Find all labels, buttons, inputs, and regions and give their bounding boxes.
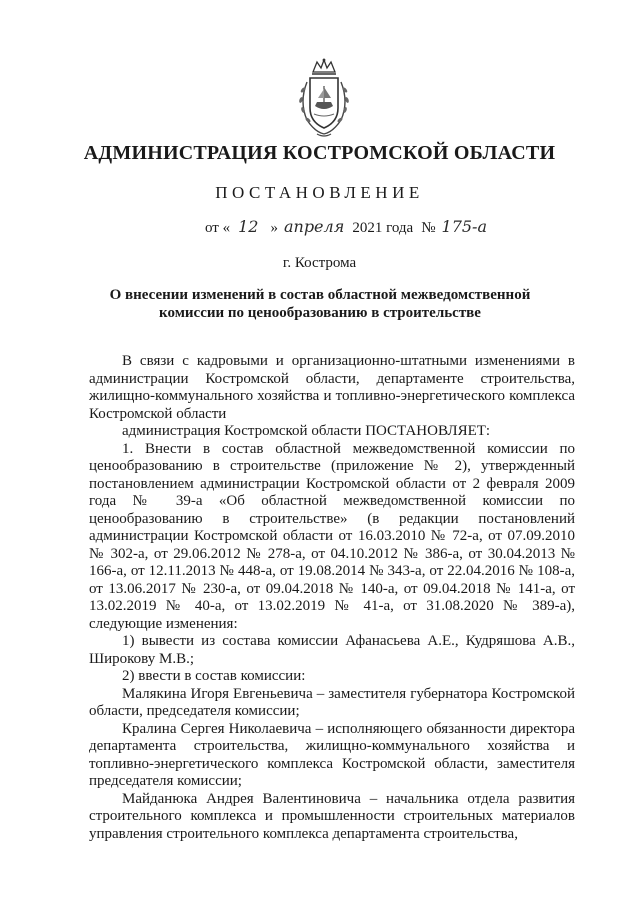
paragraph-subitem-2: 2) ввести в состав комиссии: (122, 668, 306, 684)
coat-of-arms-icon (293, 58, 355, 140)
date-year: 2021 года (352, 220, 414, 236)
date-prefix: от « (205, 220, 231, 236)
organization-title: АДМИНИСТРАЦИЯ КОСТРОМСКОЙ ОБЛАСТИ (83, 142, 556, 164)
city: г. Кострома (282, 255, 357, 271)
date-day-handwritten: 12 (238, 217, 259, 236)
document-number-handwritten: 175-а (441, 217, 487, 236)
paragraph-item-1: 1. Внести в состав областной межведомственной комиссии по ценообразованию в строительстве (приложение № 2), утвержденный постановлением администрации Костромской области от 2 февраля 2009 года № 39-а «Об областной межведомственной комиссии по ценообразованию в строительстве» (в редакции постановлений администрации Костромской области от 16.03.2010 № 72-а, от 07.09.2010 № 302-а, от 29.06.2012 № 278-а, от 04.10.2012 № 386-а, от 30.04.2013 № 166-а, от 12.11.2013 № 448-а, от 19.08.2014 № 343-а, от 22.04.2016 № 108-а, от 13.06.2017 № 230-а, от 09.04.2018 № 140-а, от 09.04.2018 № 141-а, от 13.02.2019 № 40-а, от 13.02.2019 № 41-а, от 31.08.2020 № 389-а), следующие изменения: (89, 440, 575, 632)
document-subject (100, 286, 540, 322)
paragraph-member-malyakin: Малякина Игоря Евгеньевича – заместителя губернатора Костромской области, председателя комиссии; (89, 685, 575, 719)
paragraph-resolves: администрация Костромской области ПОСТАНОВЛЯЕТ: (122, 423, 491, 439)
document-type: ПОСТАНОВЛЕНИЕ (215, 183, 424, 202)
paragraph-member-kralin: Кралина Сергея Николаевича – исполняющего обязанности директора департамента строительства, жилищно-коммунального хозяйства и топливно-энергетического комплекса Костромской области, заместителя председателя комиссии; (89, 720, 575, 789)
subject-line-2: комиссии по ценообразованию в строительстве (159, 305, 481, 321)
date-month-handwritten: апреля (283, 217, 345, 236)
date-mid: » (270, 220, 278, 236)
number-sign: № (421, 220, 436, 236)
paragraph-subitem-1: 1) вывести из состава комиссии Афанасьева А.Е., Кудряшова А.В., Широкову М.В.; (89, 633, 575, 667)
subject-line-1: О внесении изменений в состав областной межведомственной (109, 287, 531, 303)
paragraph-preamble: В связи с кадровыми и организационно-штатными изменениями в администрации Костромской области, департаменте строительства, жилищно-коммунального хозяйства и топливно-энергетического комплекса Костромской области (89, 353, 575, 422)
document-body (89, 353, 575, 843)
paragraph-member-maydanyuk: Майданюка Андрея Валентиновича – начальника отдела развития строительного комплекса и промышленности строительных материалов управления строительного комплекса департамента строительства, (89, 790, 575, 842)
date-line (205, 217, 487, 237)
